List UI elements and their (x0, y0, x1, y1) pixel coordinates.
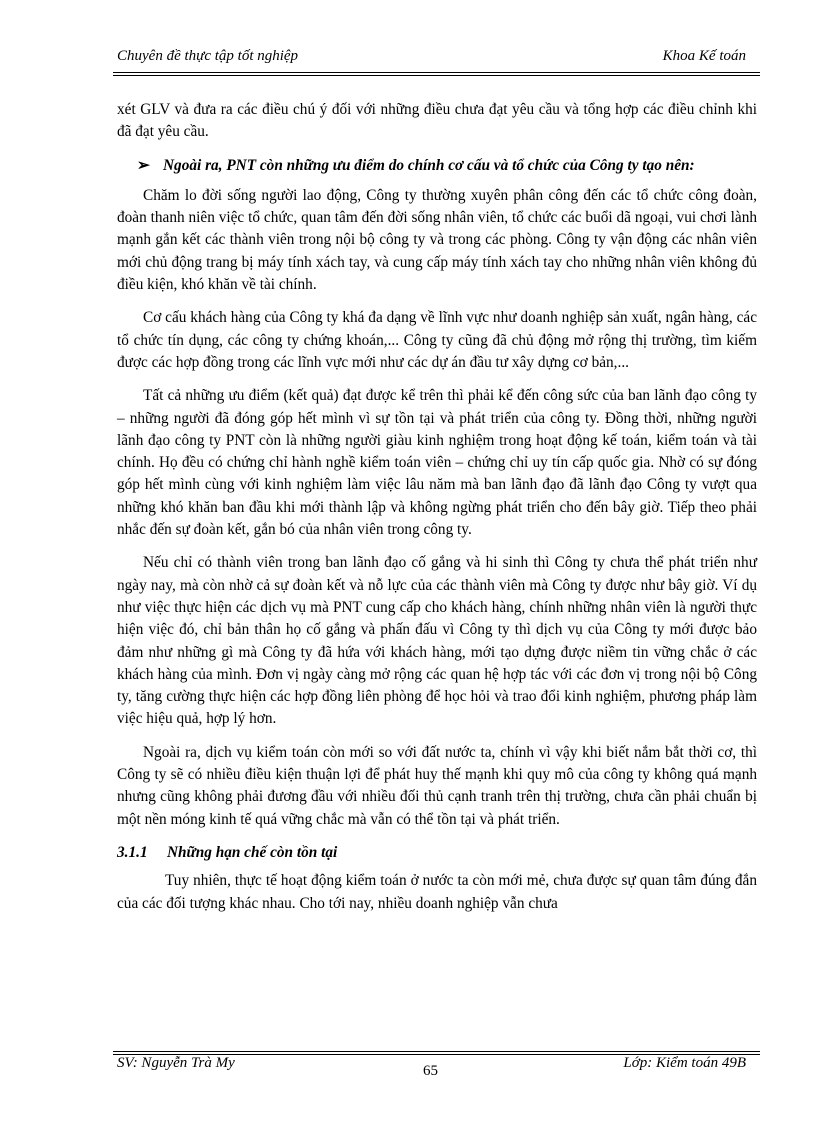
page-number: 65 (423, 1063, 438, 1079)
paragraph-employee-care: Chăm lo đời sống người lao động, Công ty thường xuyên phân công đến các tổ chức công đoàn, đoàn thanh niên việc tổ chức, quan tâm đến đời sống nhân viên, tổ chức các buổi dã ngoại, vui chơi lành mạnh gắn kết các thành viên trong nội bộ công ty và trong các phòng. Công ty vận động các nhân viên mới chủ động trang bị máy tính xách tay, và cung cấp máy tính xách tay cho những nhân viên không đủ điều kiện, khó khăn về tài chính. (117, 186, 757, 294)
footer-class: Lớp: Kiểm toán 49B (623, 1055, 746, 1071)
page-header (113, 48, 760, 72)
page-body (117, 99, 757, 915)
header-document-title: Chuyên đề thực tập tốt nghiệp (117, 48, 299, 64)
paragraph-customer-structure: Cơ cấu khách hàng của Công ty khá đa dạng về lĩnh vực như doanh nghiệp sản xuất, ngân hàng, các tổ chức tín dụng, các công ty chứng khoán,... Công ty cũng đã chủ động mở rộng thị trường, tìm kiếm được các hợp đồng trong các lĩnh vực mới như các dự án đầu tư xây dựng cơ bản,... (117, 309, 757, 371)
bullet-heading-text: Ngoài ra, PNT còn những ưu điểm do chính cơ cấu và tổ chức của Công ty tạo nên: (163, 156, 695, 174)
section-title: Những hạn chế còn tồn tại (167, 843, 338, 861)
paragraph-continuation: xét GLV và đưa ra các điều chú ý đối với những điều chưa đạt yêu cầu và tổng hợp các điều chỉnh khi đã đạt yêu cầu. (117, 101, 757, 141)
header-department: Khoa Kế toán (662, 48, 746, 64)
page-footer (113, 1055, 760, 1085)
arrow-bullet-icon: ➢ (137, 156, 150, 174)
paragraph-teamwork: Nếu chỉ có thành viên trong ban lãnh đạo cố gắng và hi sinh thì Công ty chưa thể phát triển như ngày nay, mà còn nhờ cả sự đoàn kết và nỗ lực của các thành viên mà Công ty được như bây giờ. Ví dụ như việc thực hiện các dịch vụ mà PNT cung cấp cho khách hàng, chính những nhân viên là người thực hiện việc đó, chỉ bản thân họ cố gắng và phấn đấu vì Công ty thì dịch vụ của Công ty mới được bảo đảm như những gì mà Công ty đã hứa với khách hàng, mới tạo dựng được niềm tin vững chắc ở các khách hàng của mình. Đơn vị ngày càng mở rộng các quan hệ hợp tác với các đơn vị trong nội bộ Công ty, tăng cường thực hiện các hợp đồng liên phòng để học hỏi và trao đổi kinh nghiệm, phương pháp làm việc hiệu quả, hợp lý hơn. (117, 554, 757, 728)
paragraph-limitations: Tuy nhiên, thực tế hoạt động kiểm toán ở nước ta còn mới mẻ, chưa được sự quan tâm đúng đắn của các đối tượng khác nhau. Cho tới nay, nhiều doanh nghiệp vẫn chưa (117, 872, 757, 912)
section-number: 3.1.1 (117, 843, 148, 861)
section-heading (117, 842, 757, 864)
bullet-heading (117, 155, 757, 177)
paragraph-leadership: Tất cả những ưu điểm (kết quả) đạt được kể trên thì phải kể đến công sức của ban lãnh đạo công ty – những người đã đóng góp hết mình vì sự tồn tại và phát triển của công ty. Đồng thời, những người lãnh đạo công ty PNT còn là những người giàu kinh nghiệm trong hoạt động kế toán, kiểm toán và tài chính. Họ đều có chứng chỉ hành nghề kiểm toán viên – chứng chỉ uy tín cấp quốc gia. Nhờ có sự đóng góp hết mình cùng với kinh nghiệm làm việc lâu năm mà ban lãnh đạo đã lãnh đạo Công ty vượt qua những khó khăn ban đầu khi mới thành lập và không ngừng phát triển cho đến bây giờ. Tiếp theo phải nhắc đến sự đoàn kết, gắn bó của nhân viên trong công ty. (117, 387, 757, 539)
footer-student-name: SV: Nguyễn Trà My (117, 1055, 235, 1071)
header-divider (113, 72, 760, 76)
paragraph-opportunity: Ngoài ra, dịch vụ kiểm toán còn mới so với đất nước ta, chính vì vậy khi biết nắm bắt thời cơ, thì Công ty sẽ có nhiều điều kiện thuận lợi để phát huy thế mạnh khi quy mô của công ty không quá mạnh nhưng cũng không phải đương đầu với nhiều đối thủ cạnh tranh trên thị trường, chưa cần phải chuẩn bị một nền móng kinh tế quá vững chắc mà vẫn có thể tồn tại và phát triển. (117, 743, 757, 828)
